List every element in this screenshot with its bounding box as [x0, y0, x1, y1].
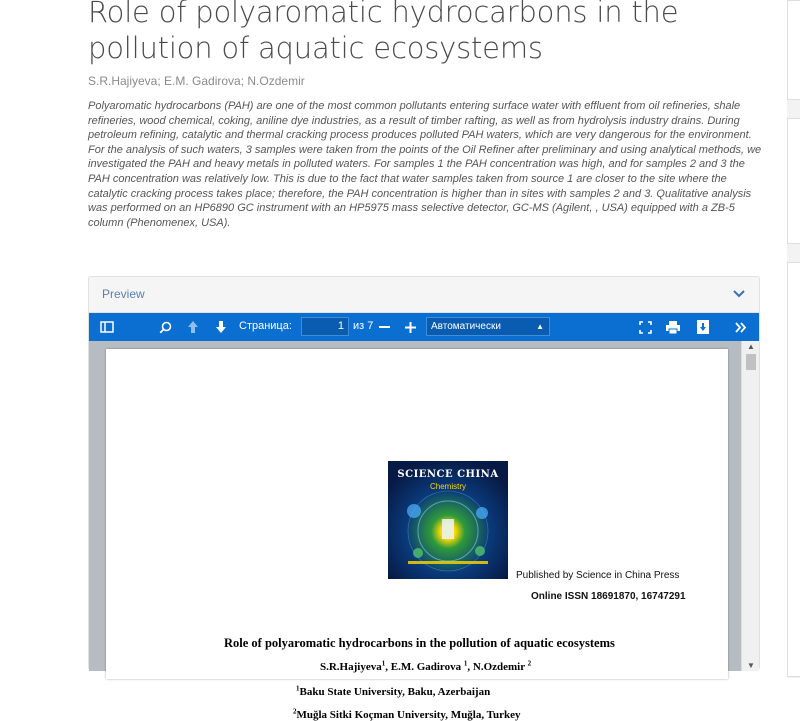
- zoom-in-icon[interactable]: [403, 318, 417, 336]
- article-title: Role of polyaromatic hydrocarbons in the pollution of aquatic ecosystems: [88, 0, 679, 65]
- zoom-out-icon[interactable]: [377, 318, 391, 336]
- search-icon[interactable]: [157, 318, 173, 336]
- more-tools-icon[interactable]: [733, 318, 749, 336]
- pdf-authors: S.R.Hajiyeva$^1$, E.M. Gadirova $^1$, N.Ozdemir $^2$: [320, 659, 532, 673]
- pdf-affiliation: $^2$Muğla Sitki Koçman University, Muğla, Turkey: [293, 707, 521, 721]
- page-number-input[interactable]: 1: [301, 317, 349, 336]
- pdf-page: [106, 349, 728, 721]
- article-authors: S.R.Hajiyeva; E.M. Gadirova; N.Ozdemir: [88, 74, 305, 88]
- chevron-down-icon[interactable]: [731, 287, 747, 301]
- article-abstract: Polyaromatic hydrocarbons (PAH) are one of the most common pollutants entering surface water with effluent from oil refineries, shale refineries, wood chemical, coking, aniline dye industries, as a result of timber rafting, as well as from hydrolysis industry drains. During petroleum refining, catalytic and thermal cracking process produces polluted PAH waters, which are very dangerous for the environment. For the analysis of such waters, 3 samples were taken from the points of the Oil Refiner after preliminary and using analytical methods, we investigated the PAH and heavy metals in polluted waters. For samples 1 the PAH concentration was high, and for samples 2 and 3 the PAH concentration was relatively low. This is due to the fact that water samples taken from source 1 are closer to the site where the catalytic cracking process takes place; therefore, the PAH concentration is higher than in sites with samples 2 and 3. Qualitative analysis was performed on an HP6890 GC instrument with an HP5975 mass selective detector, GC-MS (Agilent, , USA) equipped with a ZB-5 column (Phenomenex, USA).: [88, 100, 762, 229]
- sidebar-card: [787, 118, 800, 244]
- pdf-title: Role of polyaromatic hydrocarbons in the pollution of aquatic ecosystems: [224, 636, 615, 650]
- journal-cover-image: [388, 461, 508, 579]
- cover-title: SCIENCE CHINA: [397, 469, 499, 480]
- select-arrows-icon: ▲: [536, 322, 544, 331]
- cover-subtitle: Chemistry: [429, 482, 466, 491]
- print-icon[interactable]: [665, 318, 681, 336]
- previous-page-icon[interactable]: [185, 318, 201, 336]
- issn-line: Online ISSN 18691870, 16747291: [531, 591, 686, 602]
- sidebar-toggle-icon[interactable]: [99, 318, 115, 336]
- pdf-affiliation: $^1$Baku State University, Baku, Azerbaijan: [296, 684, 491, 698]
- zoom-select-value: Автоматически: [431, 321, 501, 332]
- pdf-viewer[interactable]: [89, 341, 759, 721]
- page-count: из 7: [353, 320, 374, 332]
- pdf-scrollbar[interactable]: [741, 341, 759, 671]
- preview-panel: [88, 276, 760, 721]
- next-page-icon[interactable]: [213, 318, 229, 336]
- publisher-line: Published by Science in China Press: [516, 570, 680, 581]
- sidebar-card: [787, 0, 800, 100]
- zoom-select[interactable]: [426, 317, 550, 336]
- pdf-toolbar: [89, 313, 759, 341]
- download-icon[interactable]: [695, 318, 711, 336]
- scroll-up-icon[interactable]: ▲: [747, 342, 755, 351]
- page-label: Страница:: [239, 320, 292, 332]
- sidebar-card: [787, 262, 800, 677]
- scrollbar-thumb[interactable]: [746, 354, 756, 370]
- preview-header[interactable]: [89, 277, 759, 313]
- presentation-mode-icon[interactable]: [637, 318, 653, 336]
- right-sidebar: [787, 0, 800, 678]
- preview-label[interactable]: Preview: [102, 287, 145, 301]
- scroll-down-icon[interactable]: ▼: [747, 661, 755, 670]
